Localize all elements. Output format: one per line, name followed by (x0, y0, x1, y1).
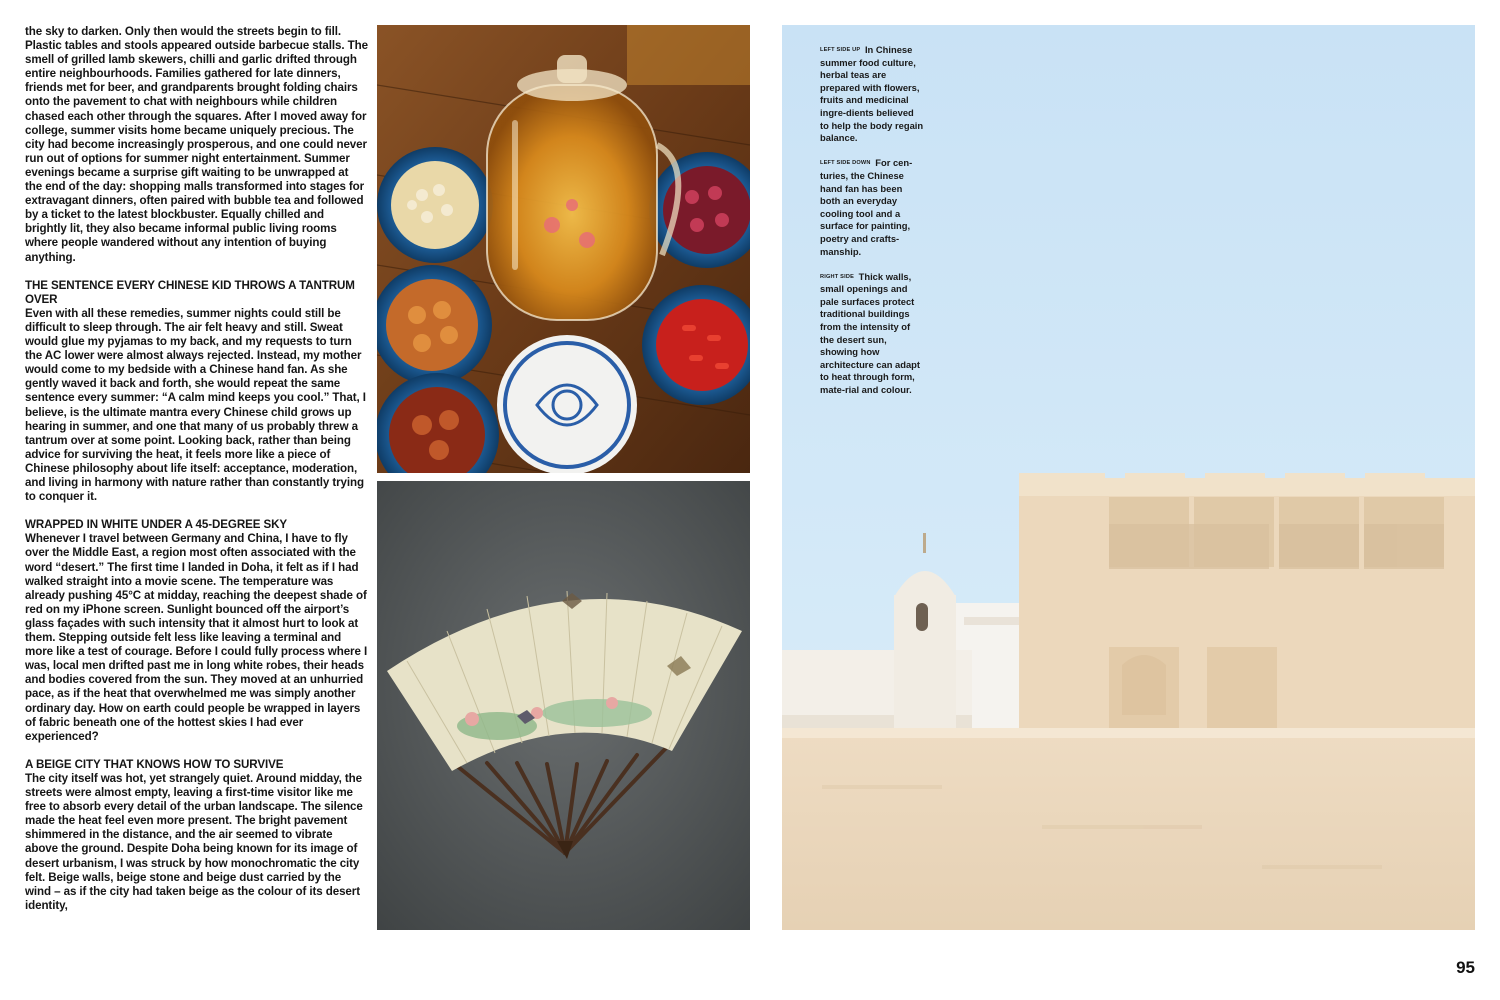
page-number: 95 (1456, 958, 1475, 977)
caption-tea (820, 44, 925, 145)
caption-text: Thick walls, small openings and pale surfaces protect traditional buildings from the intensity of the desert sun, showing how architecture can adapt to heat through form, mate-rial and colour. (820, 270, 921, 396)
section-heading: A BEIGE CITY THAT KNOWS HOW TO SURVIVE (25, 757, 284, 771)
caption-label: LEFT SIDE DOWN (820, 160, 871, 167)
herbal-tea-photo (377, 25, 750, 473)
caption-label: LEFT SIDE UP (820, 47, 861, 53)
caption-building (820, 271, 925, 397)
article-paragraph: The city itself was hot, yet strangely quiet. Around midday, the streets were almost empty, leaving a first-time visitor like me free to absorb every detail of the urban landscape. The silence made the heat feel even more present. The bright pavement shimmered in the distance, and the air seemed to vibrate above the ground. Despite Doha being known for its image of desert urbanism, I was struck by how monochromatic the city felt. Beige walls, beige stone and beige dust carried by the wind – as if the city had taken beige as the colour of its desert identity, (25, 771, 363, 912)
article-paragraph: the sky to darken. Only then would the streets begin to fill. Plastic tables and stools appeared outside barbecue stalls. The smell of grilled lamb skewers, chilli and garlic drifted through entire neighbourhoods. Families gathered for late dinners, friends met for beer, and grandparents brought folding chairs onto the pavement to chat with neighbours while children chased each other through the squares. After I moved away for college, summer visits home became uniquely precious. The city had become increasingly prosperous, and one could never run out of options for summer night entertainment. Summer evenings became a surprise gift waiting to be unwrapped at the end of the day: shopping malls transformed into stages for extravagant dinners, often paired with bubble tea and followed by a ticket to the latest blockbuster. Equally chilled and brightly lit, they also became informal public living rooms where people wandered without any intention of buying anything. (25, 25, 368, 264)
caption-label: RIGHT SIDE (820, 273, 855, 280)
caption-fan (820, 157, 925, 258)
article-paragraph: Whenever I travel between Germany and China, I have to fly over the Middle East, a region most often associated with the word “desert.” The first time I landed in Doha, it felt as if I had walked straight into a movie scene. The temperature was already pushing 45°C at midday, reaching the deepest shade of red on my iPhone screen. Sunlight bounced off the airport’s glass façades with such intensity that it almost hurt to look at them. Stepping outside felt less like leaving a terminal and more like a test of courage. Before I could fully process where I was, local men drifted past me in long white robes, their heads and bodies covered from the sun. They moved at an unhurried pace, as if the heat that overwhelmed me was simply another ordinary day. How on earth could people be wrapped in layers of fabric beneath one of the hottest skies I had ever experienced? (25, 532, 368, 743)
chinese-hand-fan-photo (377, 481, 750, 930)
section-heading: WRAPPED IN WHITE UNDER A 45-DEGREE SKY (25, 518, 288, 532)
article-paragraph: Even with all these remedies, summer nights could still be difficult to sleep through. The air felt heavy and still. Sweat would glue my pyjamas to my back, and my requests to turn the AC lower were almost always rejected. Instead, my mother would come to my bedside with a Chinese hand fan. As she gently waved it back and forth, she would repeat the same sentence every summer: “A calm mind keeps you cool.” That, I believe, is the ultimate mantra every Chinese child grows up hearing in summer, and one that many of us probably threw a tantrum over at some point. Looking back, rather than being advice for surviving the heat, it feels more like a piece of Chinese philosophy about life itself: acceptance, moderation, and living in harmony with nature rather than constantly trying to conquer it. (25, 306, 366, 504)
caption-text: In Chinese summer food culture, herbal teas are prepared with flowers, fruits and medicinal ingre-dients believed to help the body regain balance. (820, 44, 924, 144)
section-heading: THE SENTENCE EVERY CHINESE KID THROWS A TANTRUM OVER (25, 278, 355, 306)
article-body (25, 25, 368, 935)
photo-captions (820, 44, 925, 409)
caption-text: For cen-turies, the Chinese hand fan has been both an everyday cooling tool and a surface for painting, poetry and crafts-manship. (820, 157, 913, 257)
